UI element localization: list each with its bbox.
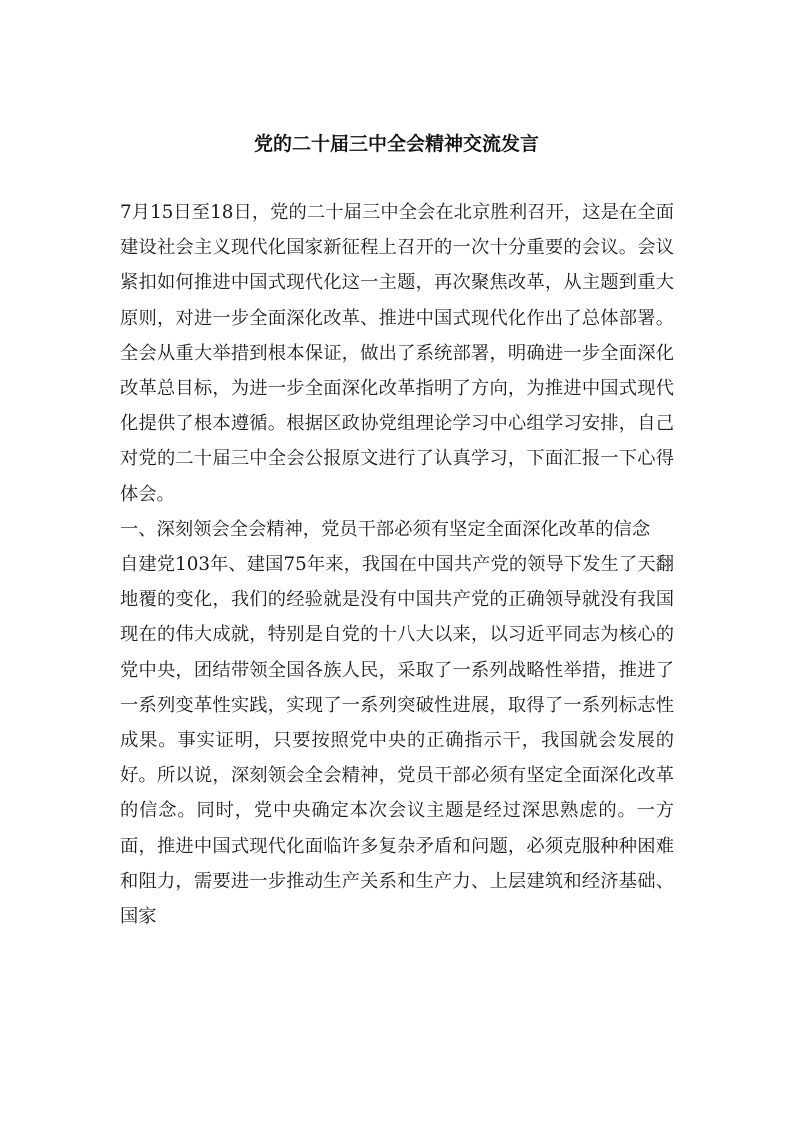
paragraph-intro: 7月15日至18日，党的二十届三中全会在北京胜利召开，这是在全面建设社会主义现代化国家新征程上召开的一次十分重要的会议。会议紧扣如何推进中国式现代化这一主题，再次聚焦改革，从主题到重大原则，对进一步全面深化改革、推进中国式现代化作出了总体部署。全会从重大举措到根本保证，做出了系统部署，明确进一步全面深化改革总目标，为进一步全面深化改革指明了方向，为推进中国式现代化提供了根本遵循。根据区政协党组理论学习中心组学习安排，自己对党的二十届三中全会公报原文进行了认真学习，下面汇报一下心得体会。 bbox=[120, 202, 674, 505]
section-heading: 一、深刻领会全会精神，党员干部必须有坚定全面深化改革的信念 bbox=[120, 518, 651, 540]
paragraph-section-one: 自建党103年、建国75年来，我国在中国共产党的领导下发生了天翻地覆的变化，我们的经验就是没有中国共产党的正确领导就没有我国现在的伟大成就，特别是自党的十八大以来，以习近平同志为核心的党中央，团结带领全国各族人民，采取了一系列战略性举措，推进了一系列变革性实践，实现了一系列突破性进展，取得了一系列标志性成果。事实证明，只要按照党中央的正确指示干，我国就会发展的好。所以说，深刻领会全会精神，党员干部必须有坚定全面深化改革的信念。同时，党中央确定本次会议主题是经过深思熟虑的。一方面，推进中国式现代化面临许多复杂矛盾和问题，必须克服种种困难和阻力，需要进一步推动生产关系和生产力、上层建筑和经济基础、国家 bbox=[120, 554, 674, 928]
document-title: 党的二十届三中全会精神交流发言 bbox=[253, 133, 539, 155]
document-body bbox=[120, 195, 674, 934]
